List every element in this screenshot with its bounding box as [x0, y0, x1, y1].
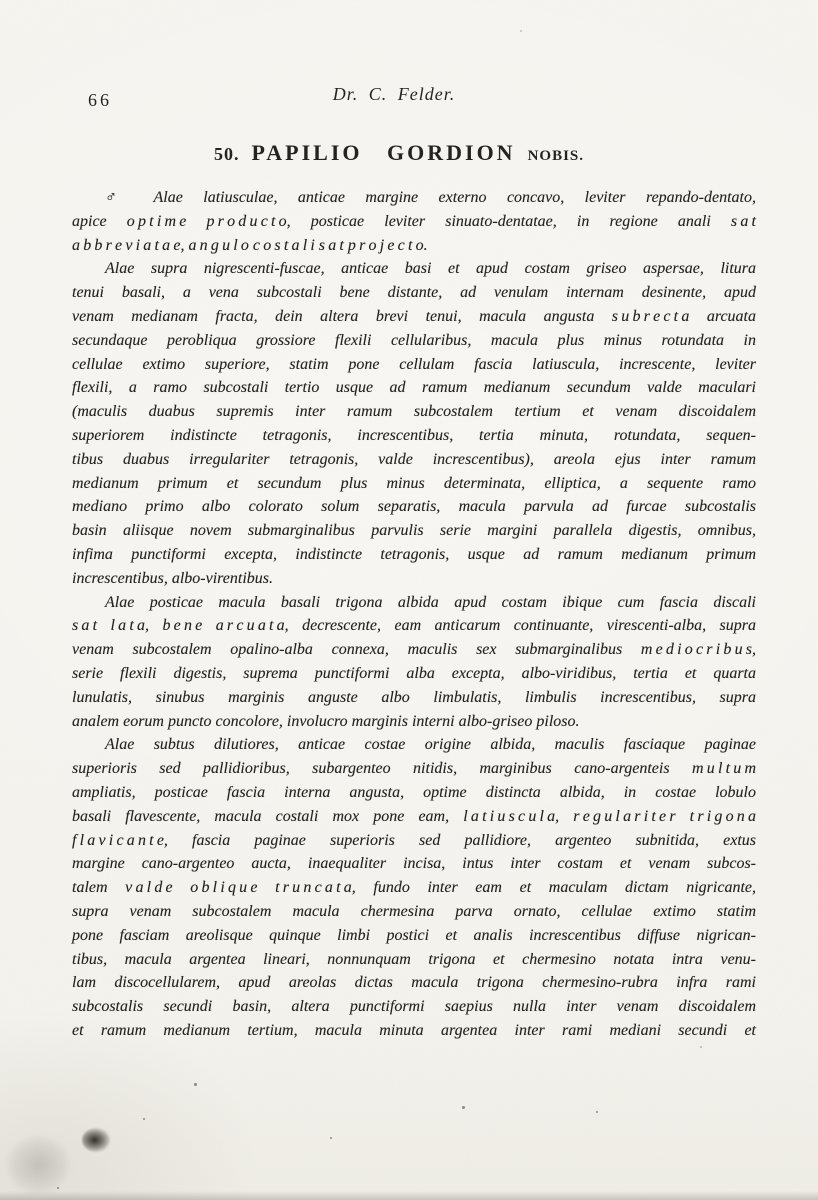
paper-speck	[143, 1118, 145, 1120]
text-line: increscentibus, albo-virentibus.	[72, 569, 273, 587]
text-line: subcostalis secundi basin, altera punctiformi saepius nulla inter venam discoidalem	[72, 998, 756, 1016]
text-line: tenui basali, a vena subcostali bene distante, ad venulam internam desinente, apud	[72, 284, 756, 302]
text-line: secundaque perobliqua grossiore flexili cellularibus, macula plus minus rotundata in	[72, 331, 756, 349]
text-line: flexili, a ramo subcostali tertio usque ad ramum medianum secundum valde maculari	[72, 379, 756, 397]
text-line: Alae supra nigrescenti-fuscae, anticae basi et apud costam griseo aspersae, litura	[105, 260, 756, 278]
text-line: s a t l a t a, b e n e a r c u a t a, decrescente, eam anticarum continuante, virescenti-alba, supra	[72, 617, 756, 635]
paragraph	[72, 186, 756, 257]
page-number: 66	[88, 90, 112, 110]
paper-speck	[700, 1046, 702, 1048]
text-block	[72, 186, 756, 1043]
paragraph	[72, 733, 756, 1042]
text-line: superioris sed pallidioribus, subargenteo nitidis, marginibus cano-argenteis m u l t u m	[72, 760, 756, 778]
text-line: basin aliisque novem submarginalibus parvulis serie margini parallela digestis, omnibus,	[72, 522, 756, 540]
paragraph	[72, 257, 756, 590]
text-line: Alae posticae macula basali trigona albida apud costam ibique cum fascia discali	[105, 593, 756, 611]
text-line: pone fasciam areolisque quinque limbi postici et analis increscentibus diffuse nigrican-	[72, 926, 756, 944]
text-line: talem v a l d e o b l i q u e t r u n c a t a, fundo inter eam et maculam dictam nigricante,	[72, 879, 756, 897]
text-line: infima punctiformi excepta, indistincte tetragonis, usque ad ramum medianum primum	[72, 545, 756, 563]
paper-speck	[194, 1083, 197, 1086]
text-line: superiorem indistincte tetragonis, increscentibus, tertia minuta, rotundata, sequen-	[72, 426, 756, 444]
text-line: (maculis duabus supremis inter ramum subcostalem tertium et venam discoidalem	[72, 403, 756, 421]
text-line: analem eorum puncto concolore, involucro marginis interni albo-griseo piloso.	[72, 712, 580, 730]
species-name: PAPILIO GORDION	[251, 140, 516, 165]
species-number: 50.	[213, 144, 240, 164]
text-line: lunulatis, sinubus marginis anguste albo limbulatis, limbulis increscentibus, supra	[72, 688, 756, 706]
text-line: basali flavescente, macula costali mox pone eam, l a t i u s c u l a, r e g u l a r i t e r t r i g o n a	[72, 807, 756, 825]
text-line: venam medianam fracta, dein altera brevi tenui, macula angusta s u b r e c t a arcuata	[72, 307, 756, 325]
text-line: serie flexili digestis, suprema punctiformi alba excepta, albo-viridibus, tertia et quarta	[72, 664, 756, 682]
running-head: Dr. C. Felder.	[332, 84, 456, 104]
text-line: supra venam subcostalem macula chermesina parva ornato, cellulae extimo statim	[72, 902, 756, 920]
text-line: mediano primo albo colorato solum separatis, macula parvula ad furcae subcostalis	[72, 498, 756, 516]
paper-speck	[596, 1111, 598, 1113]
text-line: f l a v i c a n t e, fascia paginae superioris sed pallidiore, argenteo subnitida, extus	[72, 831, 756, 849]
ink-spot	[82, 1128, 110, 1152]
text-line: cellulae extimo superiore, statim pone cellulam fascia latiuscula, increscente, leviter	[72, 355, 756, 373]
ink-smudge	[6, 1136, 70, 1194]
paper-speck	[520, 30, 522, 32]
paper-speck	[462, 1106, 465, 1109]
text-line: margine cano-argenteo aucta, inaequaliter incisa, intus inter costam et venam subcos-	[72, 855, 756, 873]
species-heading	[0, 140, 798, 166]
text-line: a b b r e v i a t a e, a n g u l o c o s t a l i s a t p r o j e c t o.	[72, 236, 428, 254]
text-line: apice o p t i m e p r o d u c t o, posticae leviter sinuato-dentatae, in regione anali s a t	[72, 212, 756, 230]
text-line: ampliatis, posticae fascia interna angusta, optime distincta albida, in costae lobulo	[72, 783, 756, 801]
page-edge-shadow	[0, 1191, 818, 1200]
text-line: lam discocellularem, apud areolas dictas macula trigona chermesino-rubra infra rami	[72, 974, 756, 992]
text-line: Alae subtus dilutiores, anticae costae origine albida, maculis fasciaque paginae	[105, 736, 756, 754]
text-line: tibus duabus irregulariter tetragonis, valde increscentibus), areola ejus inter ramum	[72, 450, 756, 468]
text-line: et ramum medianum tertium, macula minuta argentea inter rami mediani secundi et	[72, 1021, 756, 1039]
species-attribution: NOBIS.	[527, 148, 585, 164]
paragraph	[72, 591, 756, 734]
text-line: tibus, macula argentea lineari, nonnunquam trigona et chermesino notata intra venu-	[72, 950, 756, 968]
text-line: medianum primum et secundum plus minus determinata, elliptica, a sequente ramo	[72, 474, 756, 492]
paper-speck	[330, 1137, 332, 1139]
text-line: venam subcostalem opalino-alba connexa, maculis sex submarginalibus m e d i o c r i b u s,	[72, 641, 756, 659]
text-line: ♂ Alae latiusculae, anticae margine externo concavo, leviter repando-dentato,	[105, 189, 756, 206]
paper-speck	[57, 1187, 59, 1189]
